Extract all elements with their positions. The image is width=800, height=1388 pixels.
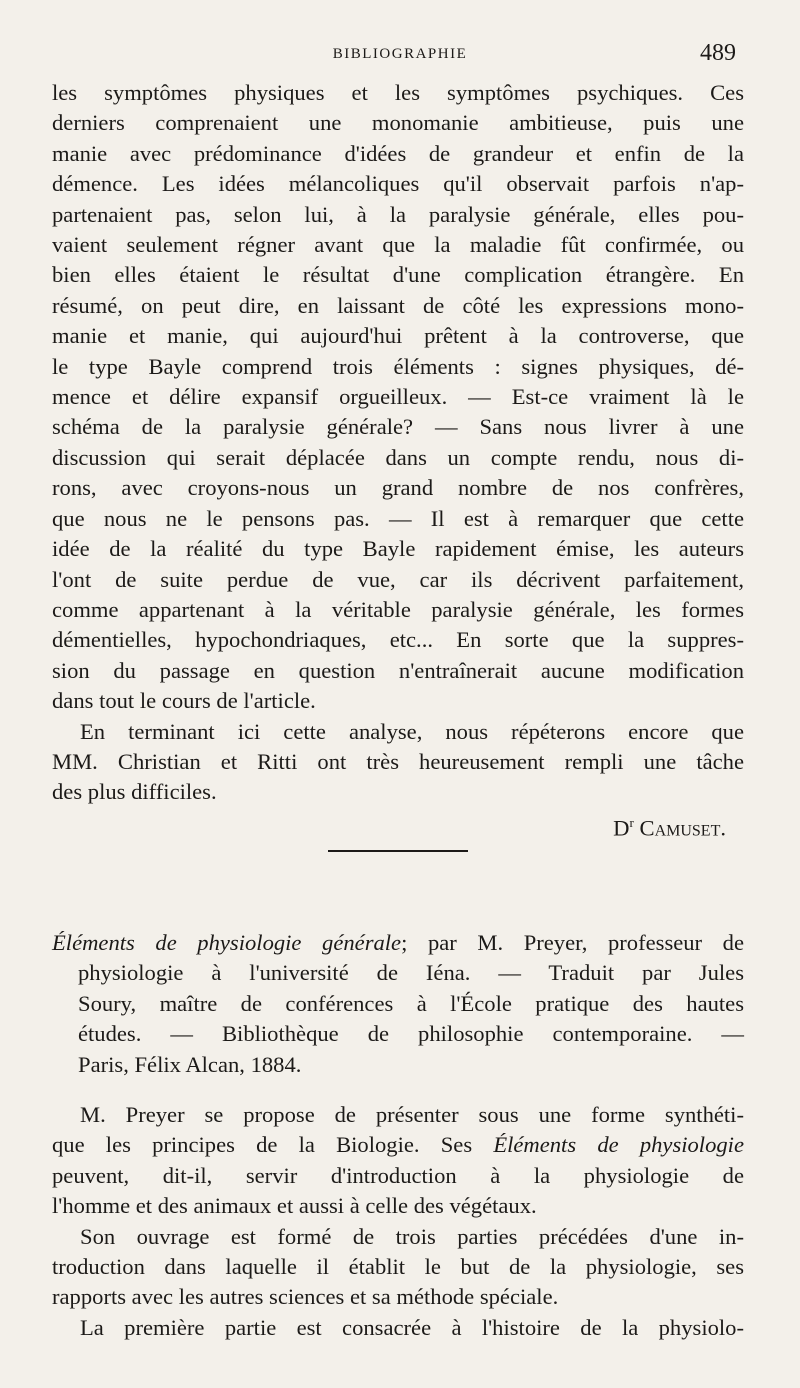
text-line: que nous ne le pensons pas. — Il est à remarquer que cette (52, 505, 744, 531)
book-citation (52, 928, 744, 1080)
review-entry (52, 928, 744, 1343)
text-line: derniers comprenaient une monomanie ambitieuse, puis une (52, 110, 744, 136)
citation-line: Paris, Félix Alcan, 1884. (78, 1051, 302, 1077)
text-line: sion du passage en question n'entraînerait aucune modification (52, 657, 744, 683)
text-line: rons, avec croyons-nous un grand nombre de nos confrères, (52, 475, 744, 501)
book-title: Éléments de physiologie générale (52, 930, 402, 955)
citation-line: études. — Bibliothèque de philosophie contemporaine. — (78, 1021, 744, 1047)
review-continuation (52, 78, 744, 844)
conclusion-paragraph (52, 717, 744, 808)
page-number: 489 (700, 40, 736, 66)
text-line: discussion qui serait déplacée dans un compte rendu, nous di- (52, 444, 744, 470)
text-line: Son ouvrage est formé de trois parties précédées d'une in- (80, 1223, 744, 1249)
text-line: l'homme et des animaux et aussi à celle des végétaux. (52, 1193, 537, 1219)
text-line (52, 1130, 744, 1160)
text-line: schéma de la paralysie générale? — Sans nous livrer à une (52, 414, 744, 440)
text-line: comme appartenant à la véritable paralysie générale, les formes (52, 596, 744, 622)
text-line: En terminant ici cette analyse, nous répéterons encore que (80, 718, 744, 744)
section-divider (328, 850, 468, 852)
text-line: dans tout le cours de l'article. (52, 688, 316, 714)
paragraph (52, 78, 744, 717)
citation-text: ; par M. Preyer, professeur de (401, 930, 744, 955)
text-run: que les principes de la Biologie. Ses (52, 1132, 494, 1158)
paragraph (52, 1100, 744, 1222)
text-line: M. Preyer se propose de présenter sous une forme synthéti- (80, 1102, 744, 1128)
text-line: démentielles, hypochondriaques, etc... En sorte que la suppres- (52, 627, 744, 653)
text-line: troduction dans laquelle il établit le but de la physiologie, ses (52, 1254, 744, 1280)
text-line: le type Bayle comprend trois éléments : signes physiques, dé- (52, 353, 744, 379)
signature-prefix: D (613, 815, 630, 841)
citation-line (52, 928, 744, 958)
text-line: des plus difficiles. (52, 779, 217, 805)
text-line: bien elles étaient le résultat d'une complication étrangère. En (52, 262, 744, 288)
text-line: démence. Les idées mélancoliques qu'il observait parfois n'ap- (52, 171, 744, 197)
text-line: rapports avec les autres sciences et sa méthode spéciale. (52, 1284, 559, 1310)
text-line: idée de la réalité du type Bayle rapidement émise, les auteurs (52, 536, 744, 562)
text-line: manie avec prédominance d'idées de grandeur et enfin de la (52, 140, 744, 166)
text-line: l'ont de suite perdue de vue, car ils décrivent parfaitement, (52, 566, 744, 592)
text-line: MM. Christian et Ritti ont très heureusement rempli une tâche (52, 748, 744, 774)
text-line: manie et manie, qui aujourd'hui prêtent à la controverse, que (52, 323, 744, 349)
running-head (52, 36, 748, 70)
text-line: peuvent, dit-il, servir d'introduction à la physiologie de (52, 1162, 744, 1188)
citation-line: physiologie à l'université de Iéna. — Traduit par Jules (78, 960, 744, 986)
paragraph (52, 1222, 744, 1313)
text-line: partenaient pas, selon lui, à la paralysie générale, elles pou- (52, 201, 744, 227)
text-line: les symptômes physiques et les symptômes psychiques. Ces (52, 80, 744, 105)
paragraph (52, 1313, 744, 1343)
citation-line: Soury, maître de conférences à l'École pratique des hautes (78, 990, 744, 1016)
reviewer-signature (52, 808, 744, 844)
running-title: BIBLIOGRAPHIE (332, 46, 468, 62)
italic-title: Éléments de physiologie (493, 1132, 744, 1158)
text-line: La première partie est consacrée à l'histoire de la physiolo- (80, 1314, 744, 1340)
text-line: résumé, on peut dire, en laissant de côté les expressions mono- (52, 292, 744, 318)
signature-superscript: r (629, 814, 634, 830)
signature-name: Camuset. (639, 815, 726, 841)
text-line: mence et délire expansif orgueilleux. — Est-ce vraiment là le (52, 384, 744, 410)
text-line: vaient seulement régner avant que la maladie fût confirmée, ou (52, 232, 744, 258)
